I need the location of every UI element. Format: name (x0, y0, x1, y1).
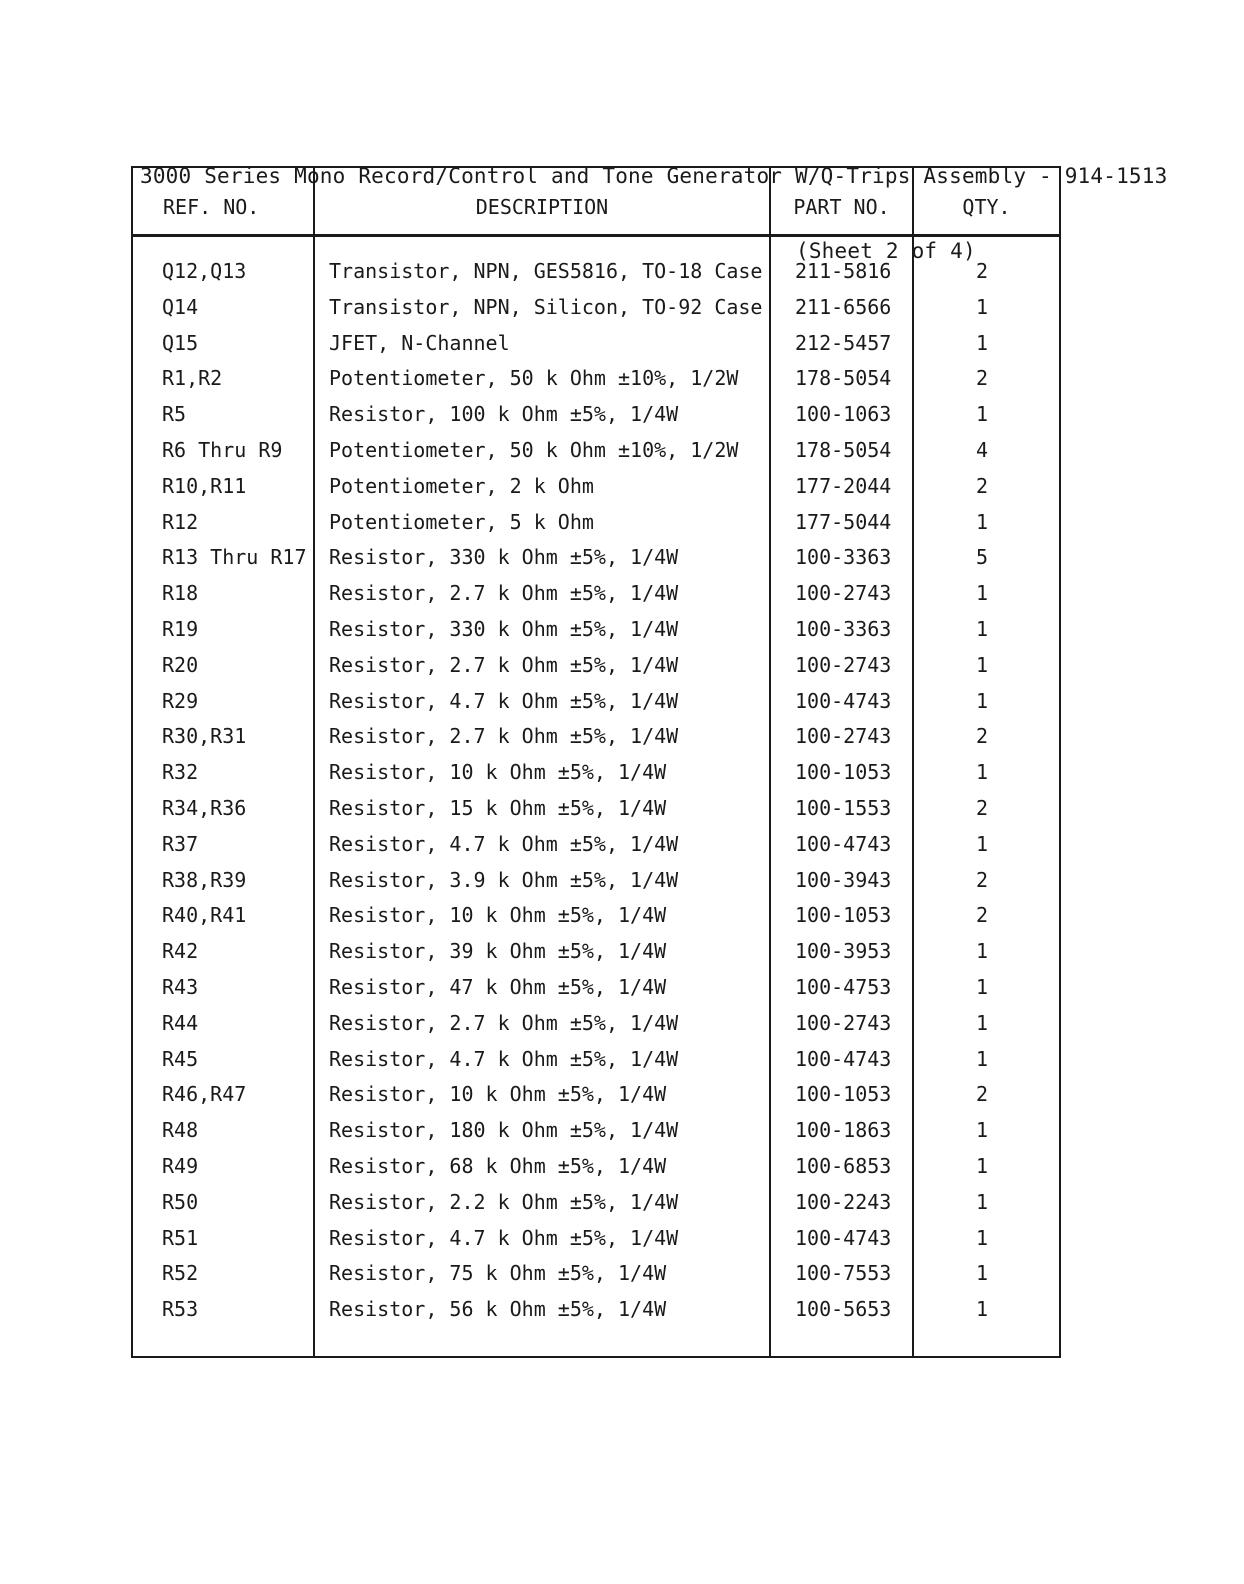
part-no-cell: 100-6853 (795, 1153, 892, 1178)
table-row (133, 1113, 1059, 1149)
description-cell: Resistor, 10 k Ohm ±5%, 1/4W (329, 760, 667, 785)
part-no-cell: 100-2743 (795, 1010, 892, 1035)
ref-no-cell: R12 (162, 509, 199, 534)
part-no-cell: 100-4743 (795, 831, 892, 856)
sheet-indicator: (Sheet 2 of 4) (796, 239, 976, 263)
description-cell: Resistor, 4.7 k Ohm ±5%, 1/4W (329, 831, 679, 856)
part-no-cell: 178-5054 (795, 437, 892, 462)
part-no-cell: 100-2743 (795, 581, 892, 606)
qty-cell: 1 (975, 760, 989, 785)
parts-list-table (131, 166, 1061, 1358)
description-cell: Potentiometer, 5 k Ohm (329, 509, 594, 534)
part-no-cell: 178-5054 (795, 366, 892, 391)
qty-cell: 1 (975, 509, 989, 534)
qty-cell: 1 (975, 330, 989, 355)
qty-cell: 1 (975, 616, 989, 641)
description-cell: Resistor, 47 k Ohm ±5%, 1/4W (329, 974, 667, 999)
qty-cell: 1 (975, 294, 989, 319)
table-row (133, 505, 1059, 541)
part-no-cell: 100-3363 (795, 545, 892, 570)
ref-no-cell: R43 (162, 974, 199, 999)
description-cell: Resistor, 2.7 k Ohm ±5%, 1/4W (329, 652, 679, 677)
ref-no-cell: Q12,Q13 (162, 259, 247, 283)
table-row (133, 290, 1059, 326)
ref-no-cell: Q15 (162, 330, 199, 355)
qty-cell: 1 (975, 402, 989, 427)
qty-cell: 2 (975, 724, 989, 749)
ref-no-cell: R46,R47 (162, 1082, 247, 1107)
ref-no-cell: R49 (162, 1153, 199, 1178)
table-body (133, 254, 1059, 1328)
ref-no-cell: R48 (162, 1118, 199, 1143)
qty-cell: 1 (975, 1118, 989, 1143)
header-divider (133, 234, 1059, 237)
qty-cell: 1 (975, 1046, 989, 1071)
table-row (133, 755, 1059, 791)
part-no-cell: 100-1863 (795, 1118, 892, 1143)
ref-no-cell: R37 (162, 831, 199, 856)
ref-no-cell: R20 (162, 652, 199, 677)
header-ref-no: REF. NO. (163, 195, 260, 219)
qty-cell: 1 (975, 939, 989, 964)
qty-cell: 2 (975, 1082, 989, 1107)
table-row (133, 1185, 1059, 1221)
description-cell: Resistor, 56 k Ohm ±5%, 1/4W (329, 1297, 667, 1322)
qty-cell: 2 (975, 903, 989, 928)
description-cell: Resistor, 68 k Ohm ±5%, 1/4W (329, 1153, 667, 1178)
table-row (133, 684, 1059, 720)
part-no-cell: 100-5653 (795, 1297, 892, 1322)
table-row (133, 1006, 1059, 1042)
ref-no-cell: R32 (162, 760, 199, 785)
description-cell: Resistor, 10 k Ohm ±5%, 1/4W (329, 903, 667, 928)
qty-cell: 1 (975, 974, 989, 999)
description-cell: Resistor, 330 k Ohm ±5%, 1/4W (329, 545, 679, 570)
part-no-cell: 100-1553 (795, 795, 892, 820)
qty-cell: 1 (975, 1225, 989, 1250)
ref-no-cell: R30,R31 (162, 724, 247, 749)
part-no-cell: 100-4743 (795, 1046, 892, 1071)
ref-no-cell: R10,R11 (162, 473, 247, 498)
table-row (133, 361, 1059, 397)
part-no-cell: 100-1053 (795, 760, 892, 785)
description-cell: Resistor, 3.9 k Ohm ±5%, 1/4W (329, 867, 679, 892)
header-part-no: PART NO. (793, 195, 890, 219)
description-cell: Transistor, NPN, GES5816, TO-18 Case (329, 259, 763, 283)
part-no-cell: 100-1053 (795, 903, 892, 928)
part-no-cell: 211-5816 (795, 259, 892, 283)
part-no-cell: 100-2743 (795, 724, 892, 749)
part-no-cell: 100-1063 (795, 402, 892, 427)
ref-no-cell: R52 (162, 1261, 199, 1286)
table-row (133, 540, 1059, 576)
table-row (133, 791, 1059, 827)
qty-cell: 1 (975, 1189, 989, 1214)
description-cell: Potentiometer, 2 k Ohm (329, 473, 594, 498)
table-row (133, 1292, 1059, 1328)
description-cell: Resistor, 4.7 k Ohm ±5%, 1/4W (329, 1046, 679, 1071)
qty-cell: 1 (975, 652, 989, 677)
table-row (133, 254, 1059, 290)
description-cell: Resistor, 2.7 k Ohm ±5%, 1/4W (329, 1010, 679, 1035)
table-row (133, 719, 1059, 755)
description-cell: Resistor, 100 k Ohm ±5%, 1/4W (329, 402, 679, 427)
description-cell: JFET, N-Channel (329, 330, 510, 355)
part-no-cell: 100-1053 (795, 1082, 892, 1107)
table-row (133, 1149, 1059, 1185)
table-row (133, 1077, 1059, 1113)
table-row (133, 1221, 1059, 1257)
description-cell: Resistor, 15 k Ohm ±5%, 1/4W (329, 795, 667, 820)
ref-no-cell: R45 (162, 1046, 199, 1071)
table-row (133, 863, 1059, 899)
qty-cell: 5 (975, 545, 989, 570)
ref-no-cell: R40,R41 (162, 903, 247, 928)
part-no-cell: 100-4743 (795, 1225, 892, 1250)
qty-cell: 2 (975, 473, 989, 498)
description-cell: Resistor, 2.7 k Ohm ±5%, 1/4W (329, 581, 679, 606)
ref-no-cell: Q14 (162, 294, 199, 319)
qty-cell: 1 (975, 688, 989, 713)
qty-cell: 1 (975, 1010, 989, 1035)
description-cell: Resistor, 2.2 k Ohm ±5%, 1/4W (329, 1189, 679, 1214)
description-cell: Resistor, 10 k Ohm ±5%, 1/4W (329, 1082, 667, 1107)
part-no-cell: 100-2243 (795, 1189, 892, 1214)
qty-cell: 2 (975, 366, 989, 391)
ref-no-cell: R5 (162, 402, 187, 427)
table-row (133, 1256, 1059, 1292)
table-row (133, 827, 1059, 863)
ref-no-cell: R53 (162, 1297, 199, 1322)
description-cell: Resistor, 180 k Ohm ±5%, 1/4W (329, 1118, 679, 1143)
table-header-row (133, 168, 1059, 234)
table-row (133, 970, 1059, 1006)
part-no-cell: 100-3943 (795, 867, 892, 892)
qty-cell: 1 (975, 581, 989, 606)
part-no-cell: 100-7553 (795, 1261, 892, 1286)
table-row (133, 469, 1059, 505)
description-cell: Potentiometer, 50 k Ohm ±10%, 1/2W (329, 437, 739, 462)
table-row (133, 326, 1059, 362)
part-no-cell: 100-3363 (795, 616, 892, 641)
ref-no-cell: R51 (162, 1225, 199, 1250)
table-row (133, 397, 1059, 433)
ref-no-cell: R18 (162, 581, 199, 606)
ref-no-cell: R1,R2 (162, 366, 223, 391)
part-no-cell: 212-5457 (795, 330, 892, 355)
qty-cell: 1 (975, 831, 989, 856)
ref-no-cell: R50 (162, 1189, 199, 1214)
ref-no-cell: R13 Thru R17 (162, 545, 307, 570)
part-no-cell: 211-6566 (795, 294, 892, 319)
ref-no-cell: R44 (162, 1010, 199, 1035)
ref-no-cell: R38,R39 (162, 867, 247, 892)
header-description: DESCRIPTION (475, 195, 609, 219)
description-cell: Resistor, 4.7 k Ohm ±5%, 1/4W (329, 1225, 679, 1250)
description-cell: Resistor, 2.7 k Ohm ±5%, 1/4W (329, 724, 679, 749)
part-no-cell: 100-4743 (795, 688, 892, 713)
qty-cell: 4 (975, 437, 989, 462)
header-qty: QTY. (962, 195, 1011, 219)
description-cell: Resistor, 4.7 k Ohm ±5%, 1/4W (329, 688, 679, 713)
description-cell: Resistor, 75 k Ohm ±5%, 1/4W (329, 1261, 667, 1286)
ref-no-cell: R42 (162, 939, 199, 964)
part-no-cell: 177-2044 (795, 473, 892, 498)
part-no-cell: 177-5044 (795, 509, 892, 534)
part-no-cell: 100-3953 (795, 939, 892, 964)
table-row (133, 612, 1059, 648)
ref-no-cell: R34,R36 (162, 795, 247, 820)
table-row (133, 1042, 1059, 1078)
description-cell: Resistor, 330 k Ohm ±5%, 1/4W (329, 616, 679, 641)
table-row (133, 648, 1059, 684)
qty-cell: 1 (975, 1261, 989, 1286)
table-row (133, 433, 1059, 469)
ref-no-cell: R6 Thru R9 (162, 437, 283, 462)
qty-cell: 2 (975, 795, 989, 820)
part-no-cell: 100-2743 (795, 652, 892, 677)
table-row (133, 934, 1059, 970)
qty-cell: 2 (975, 867, 989, 892)
qty-cell: 2 (975, 259, 989, 283)
qty-cell: 1 (975, 1153, 989, 1178)
document-title: 3000 Series Mono Record/Control and Tone Generator W/Q-Trips Assembly - 914-1513 (140, 164, 1168, 188)
ref-no-cell: R19 (162, 616, 199, 641)
ref-no-cell: R29 (162, 688, 199, 713)
part-no-cell: 100-4753 (795, 974, 892, 999)
table-row (133, 576, 1059, 612)
description-cell: Resistor, 39 k Ohm ±5%, 1/4W (329, 939, 667, 964)
table-row (133, 898, 1059, 934)
description-cell: Potentiometer, 50 k Ohm ±10%, 1/2W (329, 366, 739, 391)
qty-cell: 1 (975, 1297, 989, 1322)
description-cell: Transistor, NPN, Silicon, TO-92 Case (329, 294, 763, 319)
